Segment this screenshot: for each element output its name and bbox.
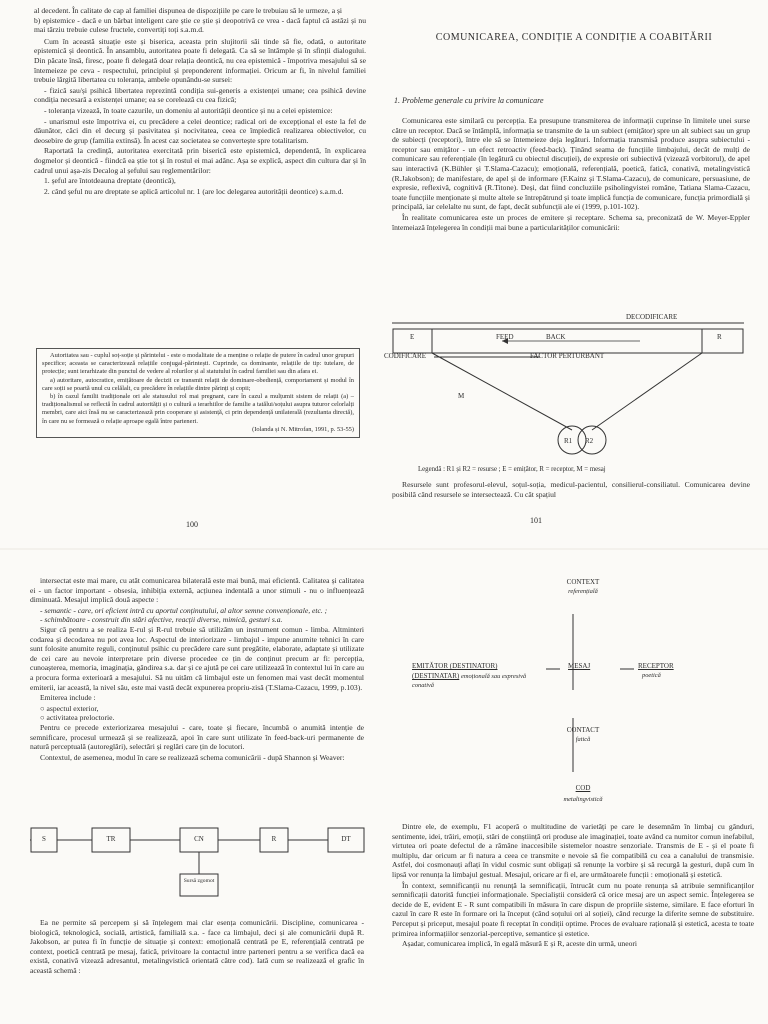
- quote-box: [36, 348, 360, 438]
- receptor-label: RECEPTOR: [638, 662, 674, 670]
- box-paragraph: b) în cazul familii tradiționale ori ale statusului rol mai pregnant, care în cazul a mulțumit sistem de relații (a) – tradiționalismul se reflectă în cadrul autorității și o cultură a ierarhiilor de familie a tatălui/soțului asupra tuturor celorlalți membri, care aici însă nu se caracterizează prin cooperare și asistență, ci prin dependență unilaterală (rezultanta directă), în care nu se formează o relație aproape egală între parteneri.: [42, 393, 354, 425]
- feed-label: FEED: [496, 333, 514, 341]
- page-102: [0, 550, 384, 1024]
- factor-label: FACTOR PERTURBANT: [530, 352, 605, 360]
- contact-label: CONTACT: [566, 726, 600, 734]
- section-heading: 1. Probleme generale cu privire la comunicare: [394, 96, 544, 105]
- e-label: E: [410, 333, 415, 341]
- paragraph: Contextul, de asemenea, modul în care se realizează schema comunicării - după Shannon și Weaver:: [40, 752, 345, 762]
- r1-label: R1: [564, 437, 573, 445]
- paragraph: Emiterea include :: [40, 693, 96, 703]
- paragraph: Comunicarea este similară cu percepția. Ea presupune transmiterea de informații cuprinse în limitele unei surse către un receptor. Dacă se întâmplă, informația se transmite de la un subiect (emițător) spre un alt subiect sau un grup de subiecți (receptori), între ele să se întemeieze deja legături. Informația transmisă produce asupra subiectului - receptor sau emițător - un efect retroactiv (feed-back). Ținând seama de funcțiile limbajului, decât de mulți de comunicare sau referențiale (în legătură cu obiectul discuției), de expresie ori subiectivă (vizează vorbitorul), de apel sau interactivă (K.Bühler și T.Slama-Cazacu); emoțională, referențială, poetică, fatică, conativă, metalingvistică (R.Jakobson); de manifestare, de apel și de informare (F.Kainz și T.Slama-Cazacu), de comunicare, persuasiune, de expresie, reflexivă, cognitivă (R.Titone). Deși, dat fiind concluziile psiholingvistei române, Tatiana Slama-Cazacu, toate funcțiile menționate și multe altele se întrepătrund și toate implică funcția de comunicare, funcția primordială și principală, iar celelalte nu sunt, de fapt, decât subfuncții ale ei (1999, p.101-102).: [392, 116, 750, 212]
- dt-label: DT: [341, 835, 351, 843]
- m-label: M: [458, 392, 465, 400]
- paragraph: 1. șeful are întotdeauna dreptate (deontică),: [44, 176, 176, 186]
- communication-diagram: [392, 314, 762, 464]
- destinatar-line: [412, 672, 526, 680]
- metalingvistica-label: metalingvistică: [563, 796, 603, 803]
- paragraph: - unarismul este împotriva ei, cu precădere a celei deontice; radical ori de excepțional el este la fel de dăunător, căci din el decurg și pasivitatea și nocivitatea, ceea ce împiedică realizarea obiectivelor, cu deosebire de grup (familia extinsă). În acest caz societatea se convertește spre totalitarism.: [34, 116, 366, 145]
- cn-label: CN: [194, 835, 204, 843]
- back-label: BACK: [546, 333, 566, 341]
- paragraph: Raportată la credință, autoritatea exercitată prin biserică este epistemică, dependentă, în explicarea dogmelor și deontică - fiindcă ea știe tot și în rostul ei mai adânc. Așa se explică, aspect din cultura dar și în cadrul unui așa-zis Decalog al șefului sau reglementărilor:: [34, 146, 366, 175]
- paragraph: Ea ne permite să percepem și să înțelegem mai clar esența comunicării. Discipline, comunicarea - biologică, teknologică, socială, artistică, familială s.a. - face ca limbajul, deci și ale comunicării după R. Jakobson, ar putea fi în funcție de situație și context: emoțională centrată pe E, referențială centrată pe context, poetică centrată pe mesaj, fatică, privitoare la contactul intre parteneri pentru a se verifica dacă ea există, conativă vizează adresantul, metalingvistică orientată către cod). Iată cum se realizează el grafic în această schemă :: [30, 918, 364, 975]
- jakobson-diagram: [414, 590, 734, 800]
- page-102-after: [30, 918, 364, 977]
- paragraph: În context, semnificanții nu renunță la semnificații, întrucât cum nu poate renunța să atribuie semnificanților semnificații datorită funcției informaționale. Specialiștii consideră că orice mesaj are un aspect semic. Înțelegerea se decide de E, evident E - R sunt compatibili în măsura în care dispun de propriile sisteme, similare. E face eforturi în cazul în care R este în formare ori la început (când soțului ori al soției), când recurge la diferite semne de substituire. Perceput și priceput, mesajul poate fi receptat în condiții optime. Proces de evaluare rațională și estetică, acesta te toate primirea informațiilor senzorial-perceptive, semantice și estetice.: [392, 880, 754, 938]
- chapter-title: COMUNICAREA, CONDIȚIE A CONDIȚIE A COABITĂRII: [435, 32, 713, 43]
- r2-label: R2: [585, 437, 594, 445]
- paragraph: Cum în această situație este și biserica, aceasta prin slujitorii săi tinde să fie, odată, o autoritate epistemică și deontică. În ansamblu, autoritatea poate fi delegată. Ca să se întâmple și în sfinții dialogului. Din păcate însă, firesc, poate fi delegată doar relația deontică, nu cea epistemică - împotriva mesajului să se întemeieze pe ceva - respectului, principiul și preponderent informației. Oricum ar fi, în nivelul familiei trebuie lărgită libertatea cu toleranța, ambele opunându-se sursei:: [34, 36, 366, 85]
- page-number: 100: [186, 520, 198, 529]
- page-102-text: [30, 576, 364, 763]
- tr-label: TR: [106, 835, 116, 843]
- paragraph: - toleranța vizează, în toate cazurile, un domeniu al autorității deontice și nu a celei epistemice:: [44, 105, 333, 115]
- page-number: 101: [530, 516, 542, 525]
- codificare-label: CODIFICARE: [384, 352, 427, 360]
- mesaj-label: MESAJ: [568, 662, 591, 670]
- s-label: S: [42, 835, 46, 843]
- noise-label: Sursă zgomot: [183, 878, 215, 884]
- paragraph: Dintre ele, de exemplu, F1 acoperă o multitudine de varietăți pe care le desemnăm în limbaj cu gânduri, sentimente, idei, trăiri, emoții, stări de conștiință ori produse ale imaginației, toate având ca numitor comun inefabilul, virtutea ori poate defectul de a rămâne inaccesibile sistemelor noastre senzoriale. Transmis de E - și el poate fi multiplu, dar oricum ar fi natura a ceea ce transmite e nevoie să fie compatibilă cu cea a canalului de transmisie. Astfel, doi cosmonauți aflați în vidul cosmic sunt obligați să renunțe la vorbire și să recurgă la gesturi, după cum în lipsă vor renunța la limbajul gestual. Mesajul, oricare ar fi el, are următoarele funcții : emoțională și estetică.: [392, 822, 754, 879]
- box-paragraph: a) autoritare, autocratice, emițătoare de decizii ce transmit relații de dominare-obediență, comportament și modul în care soții se poartă unul cu celălalt, cu precădere în relațiile dintre părinți și copii;: [42, 376, 354, 392]
- page-103-text: [392, 822, 754, 950]
- page-100: [0, 0, 384, 548]
- cod-label: COD: [575, 784, 591, 792]
- decodificare-label: DECODIFICARE: [626, 313, 678, 321]
- destinatar-label: (DESTINATAR): [412, 672, 460, 680]
- box-citation: (Iolanda și N. Mitrofan, 1991, p. 53-55): [252, 425, 354, 433]
- page-101: [384, 0, 768, 548]
- line: b) epistemice - dacă e un bărbat inteligent care știe ce știe și deopotrivă ce vrea - dacă faptul că astăzi și nu mai târziu trebuie culese fructele, convertiți toți s.a.m.d.: [34, 15, 366, 35]
- paragraph: Sigur că pentru a se realiza E-rul și R-rul trebuie să utilizăm un instrument comun - limba. Altminteri codarea și decodarea nu pot avea loc. Aspectul de interiorizare - limbajul - impune anumite tehnici în care sunt folosite anumite reguli, conținutul psihic cu precădere care sunt pregătite, elaborate, adaptate și utilizate de cei care au nevoie interpretare prin diverse procedee ce țin de conținut precum ar fi: percepția, cunoașterea, memoria, imaginația, gândirea s.a. dar și ce ajută pe cei care utilizează în contextul lui în care au a procura forma exterioară a mesajului. Să nu uităm că limbajul este un fenomen mai vast decât momentul emiterii, iar această, la nivel său, este mai vastă decât expunerea propriu-zisă (T.Slama-Cazacu, 1999, p.103).: [30, 624, 364, 692]
- fatica-label: fatică: [575, 736, 591, 743]
- paragraph: Pentru ce precede exteriorizarea mesajului - care, toate și fiecare, încumbă o anumită intenție de semnificare, procesul urmează și se realizează, apoi în care sunt utilizate în feed-back-uri permanente de natură perceptuală (autoreglări), selectări și reglări care țin de locutori.: [30, 722, 364, 752]
- referentiala-label: referențială: [568, 588, 598, 595]
- conativa-label: conativă: [412, 682, 435, 689]
- bullet: ○ activitatea preloctorie.: [40, 713, 115, 723]
- page-101-after: [392, 480, 750, 500]
- paragraph: Așadar, comunicarea implică, în egală măsură E și R, aceste din urmă, uneori: [402, 939, 638, 949]
- paragraph: 2. când șeful nu are dreptate se aplică articolul nr. 1 (are loc delegarea autorității deontice) s.a.m.d.: [44, 186, 344, 196]
- page-101-text: [392, 116, 750, 233]
- paragraph: intersectat este mai mare, cu atât comunicarea bilaterală este mai bună, mai eficientă. Calitatea și calitatea ei - un factor important - obsesia, inhibiția externă, acțiunea indentală a unor stimuli - nu o influențează diminuată. Mesajul implică două aspecte :: [30, 576, 364, 605]
- poetica-label: poetică: [642, 672, 661, 679]
- m-line-left: [432, 353, 572, 430]
- emitator-label: EMITĂTOR (DESTINATOR): [412, 662, 498, 670]
- bullet: - schimbătoare - construit din stări afective, reacții diverse, mimică, gesturi s.a.: [40, 615, 283, 625]
- paragraph: - fizică sau/și psihică libertatea reprezintă condiția sui-generis a existenței umane; cea psihică devine condiția necesară a existenței umane; ea se corelează cu cea fizică;: [34, 85, 366, 105]
- page-103: [384, 550, 768, 1024]
- bullet-text: aspectul exterior,: [46, 703, 99, 713]
- paragraph: În realitate comunicarea este un proces de emitere și receptare. Schema sa, preconizată de W. Meyer-Eppler întemeiază înțelegerea în condiții mai bune a particularităților comunicării:: [392, 212, 750, 232]
- bullet: ○ aspectul exterior,: [40, 703, 99, 713]
- bullet: - semantic - care, ori eficient intră cu aportul conținutului, al altor semne convenționale, etc. ;: [40, 605, 328, 615]
- box-paragraph: Autoritatea sau - cuplul soț-soție și părintelui - este o modalitate de a menține o relație de putere în cadrul unor grupuri specifice; aceasta se caracterizează relațiile conjugal-părintești. Cuprinde, ca dominante, relațiile de tip: tutelare, de protecție; sunt ierarhizate din punctul de vedere al rolurilor și al statutului în cadrul familiei sau din afara ei.: [42, 352, 354, 376]
- legend: Legendă : R1 și R2 = resurse ; E = emițător, R = receptor, M = mesaj: [418, 466, 606, 473]
- r-label: R: [717, 333, 722, 341]
- bullet-text: activitatea preloctorie.: [46, 713, 115, 723]
- context-label: CONTEXT: [566, 578, 600, 586]
- m-line-right: [592, 353, 702, 430]
- emo-label: emoțională sau expresivă: [461, 673, 527, 680]
- line: al decedent. În calitate de cap al familiei dispunea de dispozițiile pe care le trebuiau să le urmeze, a și: [34, 6, 343, 15]
- paragraph: Resursele sunt profesorul-elevul, soțul-soția, medicul-pacientul, consilierul-consiliatul. Comunicarea devine posibilă când resursele se intersectează. Cu cât spațiul: [392, 480, 750, 499]
- r-label: R: [271, 835, 277, 843]
- page-100-text: [34, 6, 366, 197]
